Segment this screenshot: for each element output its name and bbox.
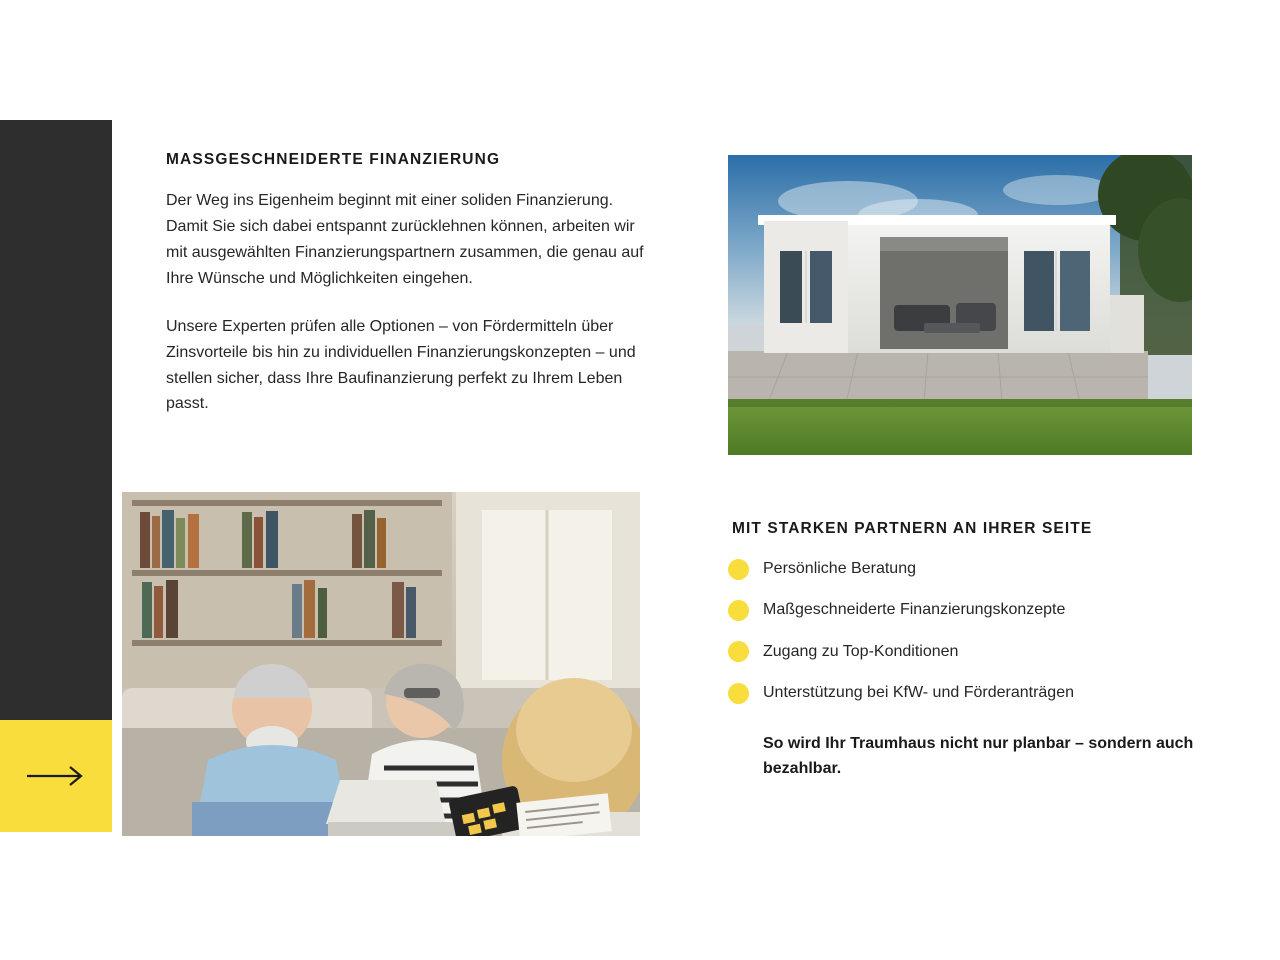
list-item <box>728 641 1228 663</box>
list-item <box>728 682 1228 704</box>
bullet-dot-icon <box>728 559 749 580</box>
bullet-dot-icon <box>728 600 749 621</box>
arrow-right-icon <box>25 764 87 788</box>
modern-bungalow-photo <box>728 155 1192 455</box>
list-item-label: Maßgeschneiderte Finanzierungskonzepte <box>763 601 1066 619</box>
list-item <box>728 599 1228 621</box>
consultation-photo <box>122 492 640 836</box>
bullet-dot-icon <box>728 641 749 662</box>
paragraph-1: Der Weg ins Eigenheim beginnt mit einer soliden Finanzierung. Damit Sie sich dabei entspannt zurücklehnen können, arbeiten wir mit ausgewählten Finanzierungspartnern zusammen, die genau auf Ihre Wünsche und Möglichkeiten eingehen. <box>166 192 644 287</box>
list-item-label: Zugang zu Top-Konditionen <box>763 642 959 660</box>
partners-block <box>728 520 1228 782</box>
closing-statement: So wird Ihr Traumhaus nicht nur planbar – sondern auch bezahlbar. <box>763 734 1194 778</box>
financing-text-block <box>166 150 646 417</box>
list-item-label: Unterstützung bei KfW- und Förderanträgen <box>763 684 1074 702</box>
next-slide-button[interactable] <box>0 720 112 832</box>
section-heading: MASSGESCHNEIDERTE FINANZIERUNG <box>166 151 501 168</box>
paragraph-2: Unsere Experten prüfen alle Optionen – von Fördermitteln über Zinsvorteile bis hin zu individuellen Finanzierungskonzepten – und stellen sicher, dass Ihre Baufinanzierung perfekt zu Ihrem Leben passt. <box>166 317 636 413</box>
partners-heading: MIT STARKEN PARTNERN AN IHRER SEITE <box>732 520 1093 537</box>
sidebar <box>0 120 112 720</box>
bullet-dot-icon <box>728 683 749 704</box>
list-item-label: Persönliche Beratung <box>763 560 916 577</box>
list-item <box>728 558 1228 580</box>
